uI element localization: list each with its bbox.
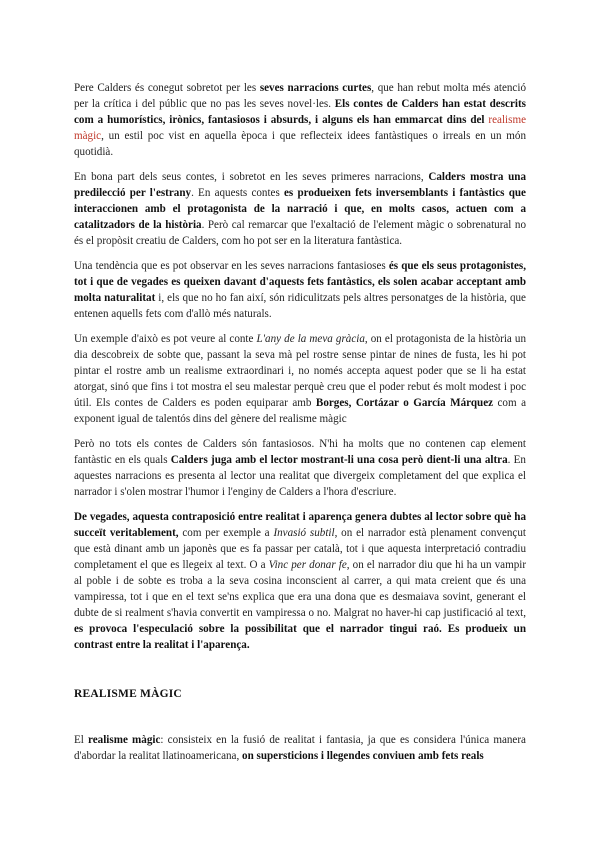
bold-text: Calders juga amb el lector mostrant-li una cosa però dient-li una altra	[170, 454, 508, 466]
bold-text: és que els seus protagonistes, tot i que de vegades es queixen davant d'aquests fets fantàstics, els solen acabar acceptant amb molta naturalitat	[74, 260, 526, 304]
text: Una tendència que es pot observar en les seves narracions fantasioses	[74, 260, 389, 272]
text: i, els que no ho fan així, són ridiculitzats pels altres personatges de la història, que entenen aquells fets com d'allò més naturals.	[74, 292, 526, 320]
paragraph-3	[74, 258, 526, 322]
text: , on el protagonista de la història un dia descobreix de sobte que, passant la seva mà pel rostre sense pintar de nines de fusta, les hi pot pintar el rostre amb un realisme extraordinari i, no només accepta aquest poder que se li ha estat atorgat, sinó que fins i tot mostra el seu malestar perquè creu que el poder rebut és molt modest i poc útil. Els contes de Calders es poden equiparar amb	[74, 333, 526, 409]
italic-title: L'any de la meva gràcia	[256, 333, 365, 345]
bold-text: Calders mostra una predilecció per l'estrany	[74, 171, 527, 199]
text: En bona part dels seus contes, i sobretot en les seves primeres narracions,	[74, 171, 429, 183]
text: . En aquests contes	[191, 187, 284, 199]
paragraph-4	[74, 331, 526, 427]
bold-text: es produeixen fets inversemblants i fantàstics que interaccionen amb el protagonista de la narració i que, en molts casos, actuen com a catalitzadors de la història	[74, 187, 526, 231]
bold-text: on supersticions i llegendes conviuen amb fets reals	[242, 750, 484, 762]
text: com per exemple a	[178, 527, 274, 539]
text: . Però cal remarcar que l'exaltació de l'element màgic o sobrenatural no és el propòsit creatiu de Calders, com ho pot ser en la literatura fantàstica.	[74, 219, 526, 247]
bold-text: es provoca l'especulació sobre la possibilitat que el narrador tingui raó. Es produeix un contrast entre la realitat i l'aparença.	[74, 623, 526, 651]
highlight-text: realisme màgic	[74, 114, 526, 142]
text: . En aquestes narracions es presenta al lector una realitat que divergeix completament del que explica el narrador i s'olen mostrar l'humor i l'enginy de Calders a l'hora d'escriure.	[74, 454, 526, 498]
text: , on el narrador està plenament convençut que està dinant amb un japonès que es fa passar per català, tot i que aquesta interpretació contradiu completament el que es llegeix al text. O a	[74, 527, 526, 571]
bold-text: seves narracions curtes	[259, 82, 372, 94]
section-heading: REALISME MÀGIC	[74, 688, 182, 700]
document-page	[74, 80, 526, 773]
bold-text: realisme màgic	[88, 734, 161, 746]
text: , on el narrador diu que hi ha un vampir al poble i de sobte es troba a la seva cosina inconscient al carrer, a qui mata creient que és una vampiressa, tot i que en el text se'ns explica que era una dona que es desmaiava sovint, generant el dubte de si realment s'havia convertit en vampiressa o no. Malgrat no haver-hi cap justificació al text,	[74, 559, 527, 619]
italic-title: Invasió subtil	[273, 527, 335, 539]
bold-text: Els contes de Calders han estat descrits com a humorístics, irònics, fantasiosos i absurds, i alguns els han emmarcat dins del	[74, 98, 526, 126]
italic-title: Vinc per donar fe	[268, 559, 347, 571]
paragraph-7	[74, 732, 526, 764]
bold-text: Borges, Cortázar o García Márquez	[315, 397, 494, 409]
paragraph-5	[74, 436, 526, 500]
text: Un exemple d'això es pot veure al conte	[74, 333, 257, 345]
text: , que han rebut molta més atenció per la crítica i del públic que no pas les seves novel·les.	[74, 82, 526, 110]
text: , un estil poc vist en aquella època i que reflecteix idees fantàstiques o irreals en un món quotidià.	[74, 130, 526, 158]
text: com a exponent igual de talentós dins del gènere del realisme màgic	[74, 397, 526, 425]
paragraph-1	[74, 80, 526, 160]
bold-text: De vegades, aquesta contraposició entre realitat i aparença genera dubtes al lector sobre què ha succeït veritablement,	[74, 511, 526, 539]
text: Però no tots els contes de Calders són fantasiosos. N'hi ha molts que no contenen cap element fantàstic en els quals	[74, 438, 526, 466]
text: Pere Calders és conegut sobretot per les	[74, 82, 260, 94]
text: El	[74, 734, 89, 746]
text: : consisteix en la fusió de realitat i fantasia, ja que es considera l'única manera d'abordar la realitat llatinoamericana,	[74, 734, 526, 762]
paragraph-6	[74, 509, 526, 653]
paragraph-2	[74, 169, 526, 249]
